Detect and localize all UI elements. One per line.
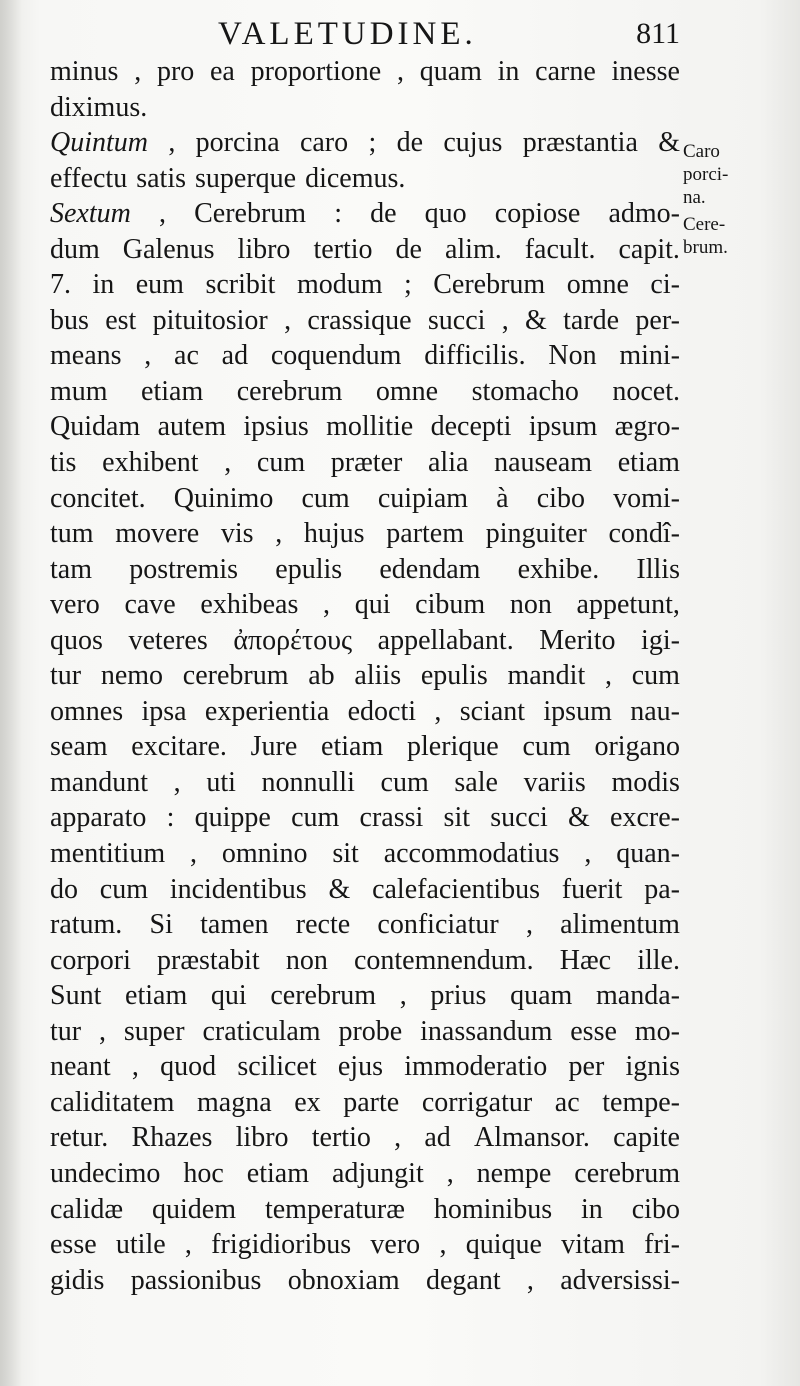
margin-notes bbox=[683, 140, 775, 259]
margin-note: porci- bbox=[683, 164, 729, 185]
text-line: mandunt , uti nonnulli cum sale variis modis bbox=[50, 766, 680, 798]
text-line: apparato : quippe cum crassi sit succi & excre- bbox=[50, 802, 680, 834]
text-line: undecimo hoc etiam adjungit , nempe cerebrum bbox=[50, 1157, 680, 1189]
text-line: seam excitare. Jure etiam plerique cum origano bbox=[50, 731, 680, 763]
text-line: bus est pituitosior , crassique succi , & tarde per- bbox=[50, 304, 680, 336]
page-number: 811 bbox=[636, 17, 680, 50]
text-line: tis exhibent , cum præter alia nauseam etiam bbox=[50, 447, 680, 479]
text-line: tum movere vis , hujus partem pinguiter condî- bbox=[50, 518, 680, 550]
text-line: 7. in eum scribit modum ; Cerebrum omne ci- bbox=[50, 269, 680, 301]
text-line: esse utile , frigidioribus vero , quique vitam fri- bbox=[50, 1229, 680, 1261]
text-line: Quidam autem ipsius mollitie decepti ipsum ægro- bbox=[50, 411, 680, 443]
text-line: quos veteres ἀπορέτους appellabant. Merito igi- bbox=[50, 624, 680, 656]
text-line: calidæ quidem temperaturæ hominibus in cibo bbox=[50, 1193, 680, 1225]
text-line: caliditatem magna ex parte corrigatur ac tempe- bbox=[50, 1086, 680, 1118]
margin-note: brum. bbox=[683, 237, 728, 258]
text-line: corpori præstabit non contemnendum. Hæc ille. bbox=[50, 944, 680, 976]
margin-note: Caro bbox=[683, 141, 720, 162]
text-line: Quintum , porcina caro ; de cujus præstantia & bbox=[50, 127, 680, 159]
text-line: means , ac ad coquendum difficilis. Non mini- bbox=[50, 340, 680, 372]
text-line: vero cave exhibeas , qui cibum non appetunt, bbox=[50, 589, 680, 621]
running-title: VALETUDINE. bbox=[218, 16, 477, 52]
text-line: neant , quod scilicet ejus immoderatio per ignis bbox=[50, 1051, 680, 1083]
text-line: mentitium , omnino sit accommodatius , quan- bbox=[50, 838, 680, 870]
text-line: concitet. Quinimo cum cuipiam à cibo vomi- bbox=[50, 482, 680, 514]
text-line: do cum incidentibus & calefacientibus fuerit pa- bbox=[50, 873, 680, 905]
text-line: tur , super craticulam probe inassandum esse mo- bbox=[50, 1015, 680, 1047]
margin-note: na. bbox=[683, 187, 706, 208]
text-line: minus , pro ea proportione , quam in carne inesse bbox=[50, 56, 680, 87]
text-line: ratum. Si tamen recte conficiatur , alimentum bbox=[50, 909, 680, 941]
running-head bbox=[50, 14, 680, 54]
text-line: mum etiam cerebrum omne stomacho nocet. bbox=[50, 375, 680, 407]
text-line: omnes ipsa experientia edocti , sciant ipsum nau- bbox=[50, 695, 680, 727]
body-text bbox=[50, 54, 680, 1298]
text-line: tur nemo cerebrum ab aliis epulis mandit , cum bbox=[50, 660, 680, 692]
text-line: retur. Rhazes libro tertio , ad Almansor. capite bbox=[50, 1122, 680, 1154]
text-line: Sunt etiam qui cerebrum , prius quam manda- bbox=[50, 980, 680, 1012]
text-line: Sextum , Cerebrum : de quo copiose admo- bbox=[50, 198, 680, 230]
text-line: gidis passionibus obnoxiam degant , adversissi- bbox=[50, 1264, 680, 1296]
text-line: effectu satis superque dicemus. bbox=[50, 162, 406, 194]
text-line: tam postremis epulis edendam exhibe. Illis bbox=[50, 553, 680, 585]
margin-note: Cere- bbox=[683, 214, 726, 235]
gutter-shadow bbox=[0, 0, 22, 1386]
text-line: diximus. bbox=[50, 91, 148, 123]
text-line: dum Galenus libro tertio de alim. facult. capit. bbox=[50, 233, 680, 265]
